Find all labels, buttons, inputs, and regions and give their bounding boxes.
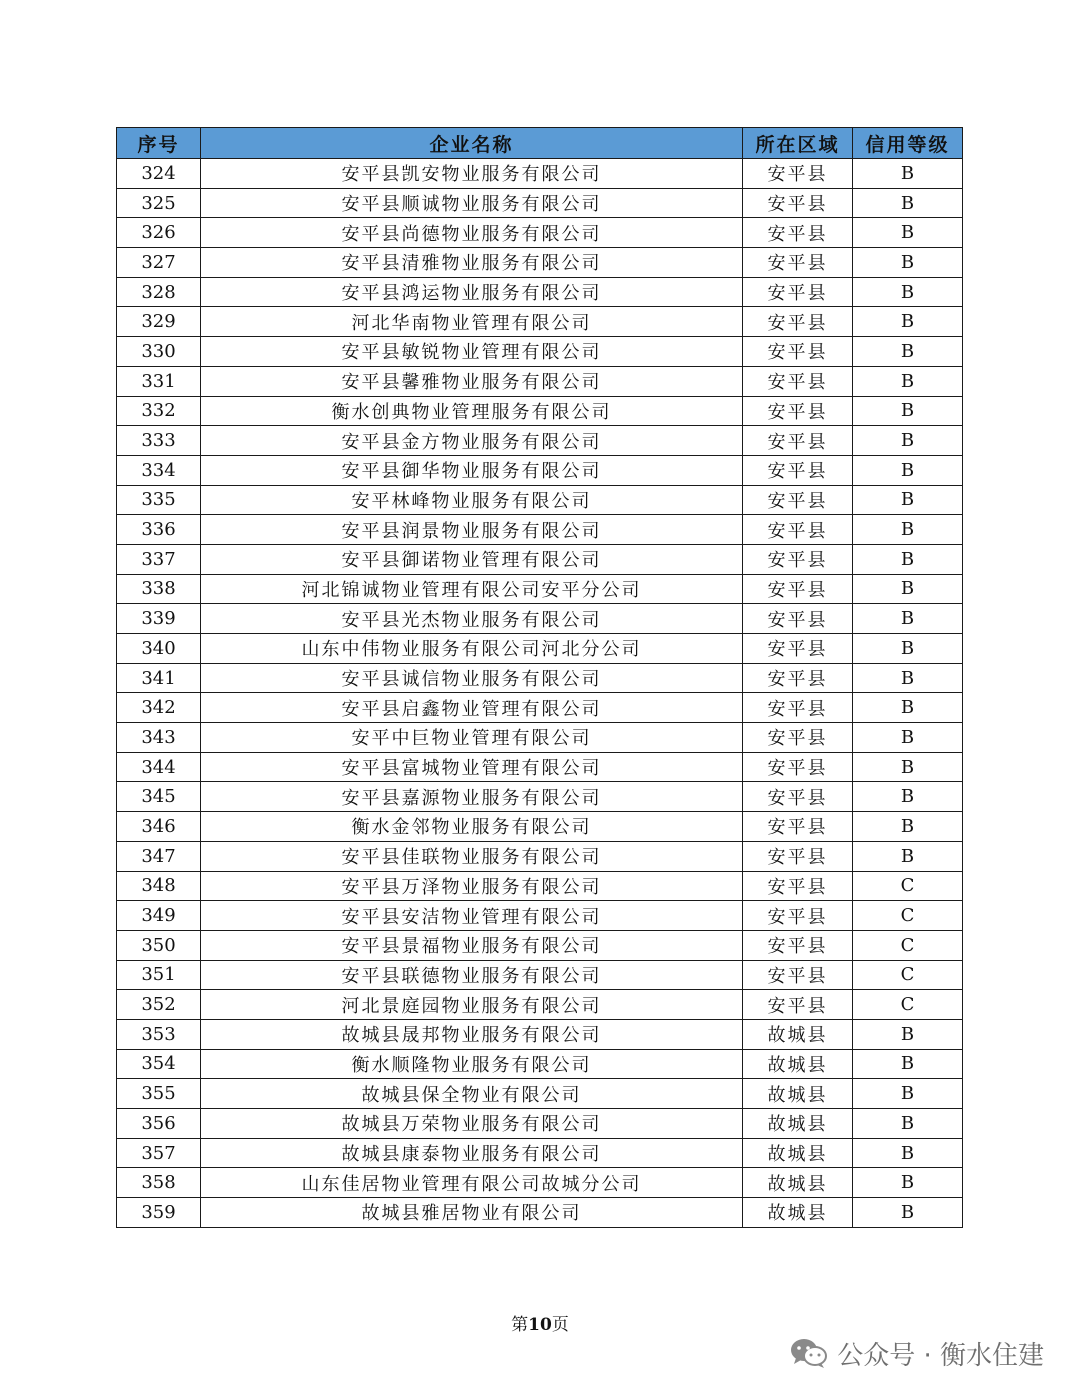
cell-company-name: 安平县凯安物业服务有限公司 [201, 159, 743, 189]
cell-credit-grade: B [853, 455, 963, 485]
cell-credit-grade: B [853, 485, 963, 515]
table-row [117, 574, 963, 604]
cell-serial-number: 332 [117, 396, 201, 426]
cell-serial-number: 348 [117, 871, 201, 901]
cell-serial-number: 349 [117, 901, 201, 931]
cell-region: 安平县 [743, 455, 853, 485]
cell-credit-grade: B [853, 248, 963, 278]
cell-company-name: 安平县御华物业服务有限公司 [201, 455, 743, 485]
cell-region: 安平县 [743, 723, 853, 753]
cell-serial-number: 329 [117, 307, 201, 337]
cell-credit-grade: B [853, 1198, 963, 1228]
cell-serial-number: 331 [117, 366, 201, 396]
cell-credit-grade: B [853, 752, 963, 782]
cell-company-name: 安平中巨物业管理有限公司 [201, 723, 743, 753]
cell-region: 安平县 [743, 752, 853, 782]
cell-credit-grade: B [853, 841, 963, 871]
cell-serial-number: 337 [117, 544, 201, 574]
table-row [117, 1109, 963, 1139]
cell-company-name: 安平县敏锐物业管理有限公司 [201, 337, 743, 367]
table-row [117, 752, 963, 782]
cell-company-name: 安平县嘉源物业服务有限公司 [201, 782, 743, 812]
cell-serial-number: 355 [117, 1079, 201, 1109]
cell-company-name: 故城县雅居物业有限公司 [201, 1198, 743, 1228]
cell-credit-grade: B [853, 634, 963, 664]
cell-credit-grade: B [853, 1019, 963, 1049]
cell-serial-number: 327 [117, 248, 201, 278]
cell-credit-grade: B [853, 574, 963, 604]
table-row [117, 188, 963, 218]
cell-company-name: 安平县富城物业管理有限公司 [201, 752, 743, 782]
table-row [117, 218, 963, 248]
cell-serial-number: 339 [117, 604, 201, 634]
cell-region: 安平县 [743, 485, 853, 515]
cell-serial-number: 359 [117, 1198, 201, 1228]
cell-region: 故城县 [743, 1049, 853, 1079]
cell-region: 故城县 [743, 1168, 853, 1198]
cell-serial-number: 336 [117, 515, 201, 545]
table-row [117, 159, 963, 189]
cell-credit-grade: B [853, 1168, 963, 1198]
cell-credit-grade: B [853, 396, 963, 426]
cell-serial-number: 343 [117, 723, 201, 753]
cell-credit-grade: B [853, 782, 963, 812]
cell-region: 安平县 [743, 188, 853, 218]
cell-region: 安平县 [743, 990, 853, 1020]
cell-serial-number: 350 [117, 930, 201, 960]
wechat-icon [789, 1336, 829, 1370]
cell-region: 安平县 [743, 337, 853, 367]
table-row [117, 248, 963, 278]
cell-region: 安平县 [743, 159, 853, 189]
cell-serial-number: 340 [117, 634, 201, 664]
cell-region: 安平县 [743, 544, 853, 574]
table-row [117, 782, 963, 812]
table-row [117, 366, 963, 396]
header-region: 所在区域 [743, 128, 853, 159]
cell-serial-number: 344 [117, 752, 201, 782]
cell-credit-grade: C [853, 990, 963, 1020]
cell-region: 安平县 [743, 366, 853, 396]
cell-region: 故城县 [743, 1138, 853, 1168]
cell-region: 安平县 [743, 930, 853, 960]
table-body [117, 159, 963, 1228]
cell-company-name: 故城县万荣物业服务有限公司 [201, 1109, 743, 1139]
cell-serial-number: 358 [117, 1168, 201, 1198]
cell-region: 安平县 [743, 663, 853, 693]
page-suffix: 页 [551, 1315, 569, 1335]
cell-serial-number: 356 [117, 1109, 201, 1139]
table-row [117, 930, 963, 960]
cell-serial-number: 346 [117, 812, 201, 842]
cell-credit-grade: C [853, 871, 963, 901]
cell-company-name: 安平县御诺物业管理有限公司 [201, 544, 743, 574]
table-row [117, 1019, 963, 1049]
cell-company-name: 安平县尚德物业服务有限公司 [201, 218, 743, 248]
cell-serial-number: 347 [117, 841, 201, 871]
cell-company-name: 安平县佳联物业服务有限公司 [201, 841, 743, 871]
cell-company-name: 山东中伟物业服务有限公司河北分公司 [201, 634, 743, 664]
cell-region: 安平县 [743, 604, 853, 634]
cell-serial-number: 353 [117, 1019, 201, 1049]
cell-company-name: 安平县安洁物业管理有限公司 [201, 901, 743, 931]
cell-company-name: 安平县光杰物业服务有限公司 [201, 604, 743, 634]
cell-credit-grade: B [853, 159, 963, 189]
table-row [117, 515, 963, 545]
cell-credit-grade: B [853, 812, 963, 842]
cell-credit-grade: C [853, 901, 963, 931]
cell-company-name: 故城县晟邦物业服务有限公司 [201, 1019, 743, 1049]
cell-credit-grade: B [853, 1138, 963, 1168]
cell-credit-grade: B [853, 515, 963, 545]
credit-rating-table [116, 127, 963, 1228]
watermark-text: 公众号 · 衡水住建 [837, 1340, 1044, 1371]
cell-company-name: 故城县康泰物业服务有限公司 [201, 1138, 743, 1168]
cell-company-name: 安平县鸿运物业服务有限公司 [201, 277, 743, 307]
table-row [117, 812, 963, 842]
header-serial-number: 序号 [117, 128, 201, 159]
cell-serial-number: 351 [117, 960, 201, 990]
cell-company-name: 安平县景福物业服务有限公司 [201, 930, 743, 960]
cell-credit-grade: B [853, 337, 963, 367]
table-row [117, 663, 963, 693]
cell-serial-number: 341 [117, 663, 201, 693]
cell-region: 安平县 [743, 871, 853, 901]
table-row [117, 634, 963, 664]
table-row [117, 901, 963, 931]
cell-serial-number: 333 [117, 426, 201, 456]
cell-company-name: 山东佳居物业管理有限公司故城分公司 [201, 1168, 743, 1198]
cell-region: 安平县 [743, 782, 853, 812]
table-row [117, 1079, 963, 1109]
cell-company-name: 安平县联德物业服务有限公司 [201, 960, 743, 990]
table-row [117, 485, 963, 515]
table-row [117, 723, 963, 753]
cell-region: 安平县 [743, 248, 853, 278]
cell-company-name: 安平县万泽物业服务有限公司 [201, 871, 743, 901]
cell-region: 故城县 [743, 1198, 853, 1228]
cell-region: 安平县 [743, 277, 853, 307]
cell-serial-number: 328 [117, 277, 201, 307]
page-prefix: 第 [511, 1315, 529, 1335]
cell-credit-grade: B [853, 426, 963, 456]
cell-company-name: 安平县馨雅物业服务有限公司 [201, 366, 743, 396]
table-row [117, 307, 963, 337]
cell-company-name: 河北华南物业管理有限公司 [201, 307, 743, 337]
cell-serial-number: 342 [117, 693, 201, 723]
cell-credit-grade: B [853, 1109, 963, 1139]
cell-credit-grade: B [853, 307, 963, 337]
table-row [117, 1049, 963, 1079]
cell-credit-grade: B [853, 1049, 963, 1079]
cell-serial-number: 338 [117, 574, 201, 604]
cell-credit-grade: C [853, 960, 963, 990]
table-row [117, 1168, 963, 1198]
cell-serial-number: 326 [117, 218, 201, 248]
cell-credit-grade: B [853, 693, 963, 723]
cell-company-name: 河北景庭园物业服务有限公司 [201, 990, 743, 1020]
table-row [117, 337, 963, 367]
cell-company-name: 安平县启鑫物业管理有限公司 [201, 693, 743, 723]
cell-company-name: 衡水创典物业管理服务有限公司 [201, 396, 743, 426]
cell-region: 故城县 [743, 1019, 853, 1049]
cell-credit-grade: B [853, 723, 963, 753]
cell-serial-number: 352 [117, 990, 201, 1020]
cell-credit-grade: B [853, 366, 963, 396]
table-row [117, 1138, 963, 1168]
table-row [117, 544, 963, 574]
cell-region: 安平县 [743, 396, 853, 426]
watermark [789, 1333, 1044, 1373]
header-credit-grade: 信用等级 [853, 128, 963, 159]
table-row [117, 604, 963, 634]
cell-credit-grade: B [853, 1079, 963, 1109]
cell-company-name: 故城县保全物业有限公司 [201, 1079, 743, 1109]
cell-region: 安平县 [743, 634, 853, 664]
cell-serial-number: 324 [117, 159, 201, 189]
cell-region: 安平县 [743, 693, 853, 723]
cell-credit-grade: B [853, 604, 963, 634]
cell-region: 安平县 [743, 901, 853, 931]
cell-company-name: 河北锦诚物业管理有限公司安平分公司 [201, 574, 743, 604]
table-row [117, 960, 963, 990]
cell-company-name: 安平县清雅物业服务有限公司 [201, 248, 743, 278]
cell-region: 安平县 [743, 841, 853, 871]
table-row [117, 455, 963, 485]
cell-region: 故城县 [743, 1109, 853, 1139]
page-number: 10 [528, 1315, 552, 1335]
cell-credit-grade: C [853, 930, 963, 960]
cell-region: 安平县 [743, 515, 853, 545]
cell-company-name: 衡水顺隆物业服务有限公司 [201, 1049, 743, 1079]
page-footer [0, 1310, 1080, 1335]
cell-serial-number: 354 [117, 1049, 201, 1079]
cell-credit-grade: B [853, 218, 963, 248]
cell-credit-grade: B [853, 544, 963, 574]
cell-credit-grade: B [853, 663, 963, 693]
table-header-row [117, 128, 963, 159]
cell-company-name: 衡水金邻物业服务有限公司 [201, 812, 743, 842]
table-row [117, 1198, 963, 1228]
table-row [117, 396, 963, 426]
table-row [117, 693, 963, 723]
cell-company-name: 安平县顺诚物业服务有限公司 [201, 188, 743, 218]
table-row [117, 277, 963, 307]
cell-company-name: 安平县诚信物业服务有限公司 [201, 663, 743, 693]
cell-region: 安平县 [743, 960, 853, 990]
cell-serial-number: 330 [117, 337, 201, 367]
header-company-name: 企业名称 [201, 128, 743, 159]
cell-company-name: 安平林峰物业服务有限公司 [201, 485, 743, 515]
cell-serial-number: 325 [117, 188, 201, 218]
cell-serial-number: 334 [117, 455, 201, 485]
cell-region: 安平县 [743, 307, 853, 337]
cell-region: 安平县 [743, 218, 853, 248]
cell-credit-grade: B [853, 277, 963, 307]
cell-region: 安平县 [743, 812, 853, 842]
table-row [117, 871, 963, 901]
cell-serial-number: 345 [117, 782, 201, 812]
cell-region: 安平县 [743, 426, 853, 456]
cell-region: 故城县 [743, 1079, 853, 1109]
table-row [117, 990, 963, 1020]
cell-company-name: 安平县金方物业服务有限公司 [201, 426, 743, 456]
cell-credit-grade: B [853, 188, 963, 218]
table-row [117, 841, 963, 871]
cell-region: 安平县 [743, 574, 853, 604]
cell-serial-number: 335 [117, 485, 201, 515]
table-row [117, 426, 963, 456]
cell-company-name: 安平县润景物业服务有限公司 [201, 515, 743, 545]
cell-serial-number: 357 [117, 1138, 201, 1168]
